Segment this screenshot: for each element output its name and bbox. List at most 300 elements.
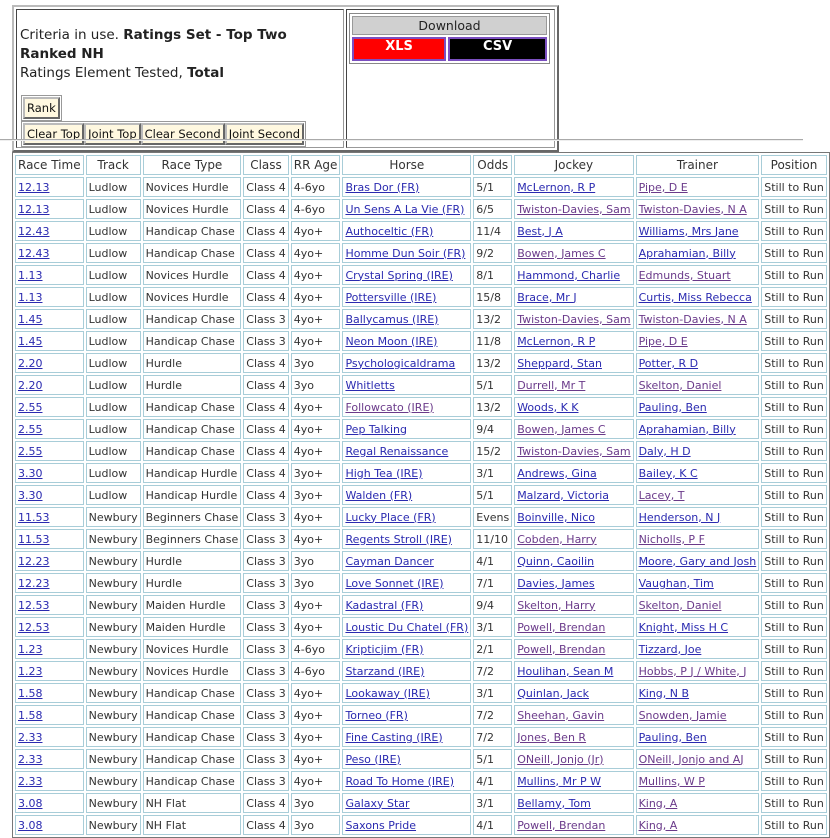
header-race-time: Race Time (15, 155, 84, 175)
race-time-link[interactable]: 3.08 (18, 818, 43, 832)
trainer-link[interactable]: Tizzard, Joe (638, 642, 702, 656)
cell-odds: 8/1 (473, 265, 512, 285)
cell-position: Still to Run (761, 177, 827, 197)
cell-race-type: Hurdle (143, 551, 242, 571)
cell-position: Still to Run (761, 287, 827, 307)
cell-trainer (636, 265, 760, 285)
cell-track: Ludlow (86, 463, 141, 483)
jockey-link[interactable]: Malzard, Victoria (517, 488, 610, 502)
table-row (15, 287, 827, 307)
race-time-link[interactable]: 3.08 (18, 796, 43, 810)
cell-class: Class 3 (243, 573, 288, 593)
race-time-link[interactable]: 12.43 (18, 246, 50, 260)
cell-race-type: Maiden Hurdle (143, 617, 242, 637)
cell-trainer (636, 221, 760, 241)
cell-position: Still to Run (761, 749, 827, 769)
jockey-link[interactable]: ONeill, Jonjo (Jr) (517, 752, 604, 766)
cell-track: Newbury (86, 617, 141, 637)
cell-odds: 15/2 (473, 441, 512, 461)
cell-race-type: Hurdle (143, 573, 242, 593)
cell-horse (342, 573, 471, 593)
trainer-link[interactable]: Skelton, Daniel (638, 598, 722, 612)
jockey-link[interactable]: Durrell, Mr T (517, 378, 586, 392)
cell-odds: 4/1 (473, 815, 512, 835)
cell-race-type: Maiden Hurdle (143, 595, 242, 615)
cell-position: Still to Run (761, 815, 827, 835)
trainer-link[interactable]: Snowden, Jamie (638, 708, 727, 722)
cell-trainer (636, 617, 760, 637)
trainer-link[interactable]: Twiston-Davies, N A (638, 312, 747, 326)
race-time-link[interactable]: 2.33 (18, 752, 43, 766)
race-time-link[interactable]: 1.58 (18, 686, 43, 700)
horse-link[interactable]: Torneo (FR) (345, 708, 408, 722)
table-row (15, 177, 827, 197)
table-row (15, 573, 827, 593)
cell-jockey (514, 573, 633, 593)
jockey-link[interactable]: Bowen, James C (517, 422, 606, 436)
cell-track: Newbury (86, 595, 141, 615)
cell-race-time (15, 375, 84, 395)
jockey-link[interactable]: Woods, K K (517, 400, 579, 414)
cell-class: Class 3 (243, 661, 288, 681)
cell-horse (342, 199, 471, 219)
cell-horse (342, 661, 471, 681)
table-row (15, 617, 827, 637)
cell-trainer (636, 771, 760, 791)
cell-horse (342, 309, 471, 329)
jockey-link[interactable]: Quinn, Caoilin (517, 554, 595, 568)
cell-odds: 7/2 (473, 661, 512, 681)
cell-position: Still to Run (761, 771, 827, 791)
cell-race-type: Novices Hurdle (143, 661, 242, 681)
cell-position: Still to Run (761, 529, 827, 549)
cell-race-type: Novices Hurdle (143, 287, 242, 307)
race-time-link[interactable]: 2.20 (18, 378, 43, 392)
horse-link[interactable]: Regal Renaissance (345, 444, 449, 458)
cell-horse (342, 397, 471, 417)
cell-jockey (514, 419, 633, 439)
jockey-link[interactable]: Twiston-Davies, Sam (517, 202, 631, 216)
header-odds: Odds (473, 155, 512, 175)
clear-top-button[interactable]: Clear Top (23, 123, 84, 145)
joint-top-button[interactable]: Joint Top (84, 123, 140, 145)
table-row (15, 507, 827, 527)
cell-rr-age: 4yo+ (291, 331, 341, 351)
race-time-link[interactable]: 12.13 (18, 202, 50, 216)
cell-position: Still to Run (761, 441, 827, 461)
cell-trainer (636, 353, 760, 373)
jockey-link[interactable]: Cobden, Harry (517, 532, 597, 546)
jockey-link[interactable]: Sheppard, Stan (517, 356, 602, 370)
cell-class: Class 3 (243, 727, 288, 747)
race-time-link[interactable]: 2.20 (18, 356, 43, 370)
cell-race-time (15, 683, 84, 703)
cell-odds: 13/2 (473, 397, 512, 417)
race-time-link[interactable]: 2.55 (18, 422, 43, 436)
cell-track: Ludlow (86, 309, 141, 329)
header-horse: Horse (342, 155, 471, 175)
cell-race-type: Handicap Chase (143, 705, 242, 725)
cell-trainer (636, 727, 760, 747)
clear-second-button[interactable]: Clear Second (141, 123, 225, 145)
cell-odds: 9/4 (473, 419, 512, 439)
cell-class: Class 4 (243, 375, 288, 395)
trainer-link[interactable]: Daly, H D (638, 444, 691, 458)
cell-trainer (636, 595, 760, 615)
trainer-link[interactable]: Henderson, N J (638, 510, 721, 524)
cell-rr-age: 4yo+ (291, 727, 341, 747)
cell-horse (342, 507, 471, 527)
ratings-set: Ratings Set - Top Two Ranked NH (20, 27, 287, 62)
cell-race-time (15, 749, 84, 769)
cell-trainer (636, 419, 760, 439)
cell-class: Class 4 (243, 199, 288, 219)
trainer-link[interactable]: Mullins, W P (638, 774, 705, 788)
horse-link[interactable]: Un Sens A La Vie (FR) (345, 202, 465, 216)
cell-jockey (514, 243, 633, 263)
cell-track: Newbury (86, 507, 141, 527)
cell-position: Still to Run (761, 199, 827, 219)
cell-class: Class 4 (243, 243, 288, 263)
cell-jockey (514, 551, 633, 571)
trainer-link[interactable]: Nicholls, P F (638, 532, 705, 546)
horse-link[interactable]: Homme Dun Soir (FR) (345, 246, 466, 260)
cell-horse (342, 265, 471, 285)
cell-rr-age: 4yo+ (291, 507, 341, 527)
horse-link[interactable]: Road To Home (IRE) (345, 774, 455, 788)
trainer-link[interactable]: Pauling, Ben (638, 730, 707, 744)
cell-horse (342, 485, 471, 505)
trainer-link[interactable]: Aprahamian, Billy (638, 246, 736, 260)
trainer-link[interactable]: King, A (638, 796, 678, 810)
cell-track: Ludlow (86, 221, 141, 241)
cell-race-time (15, 485, 84, 505)
race-time-link[interactable]: 2.55 (18, 444, 43, 458)
horse-link[interactable]: Pottersville (IRE) (345, 290, 437, 304)
table-row (15, 749, 827, 769)
race-time-link[interactable]: 11.53 (18, 532, 50, 546)
cell-odds: 7/1 (473, 573, 512, 593)
trainer-link[interactable]: Pipe, D E (638, 334, 688, 348)
horse-link[interactable]: Pep Talking (345, 422, 408, 436)
cell-class: Class 3 (243, 771, 288, 791)
cell-class: Class 3 (243, 617, 288, 637)
horse-link[interactable]: Lucky Place (FR) (345, 510, 436, 524)
jockey-link[interactable]: Quinlan, Jack (517, 686, 590, 700)
cell-class: Class 3 (243, 683, 288, 703)
cell-race-type: NH Flat (143, 793, 242, 813)
table-header (15, 155, 827, 175)
cell-race-type: Handicap Chase (143, 419, 242, 439)
cell-jockey (514, 463, 633, 483)
race-time-link[interactable]: 1.23 (18, 664, 43, 678)
horse-link[interactable]: Peso (IRE) (345, 752, 401, 766)
cell-track: Newbury (86, 683, 141, 703)
cell-track: Newbury (86, 529, 141, 549)
cell-rr-age: 4yo+ (291, 287, 341, 307)
table-row (15, 771, 827, 791)
race-time-link[interactable]: 12.13 (18, 180, 50, 194)
horse-link[interactable]: Followcato (IRE) (345, 400, 434, 414)
cell-trainer (636, 507, 760, 527)
cell-race-type: Novices Hurdle (143, 265, 242, 285)
cell-position: Still to Run (761, 639, 827, 659)
trainer-link[interactable]: Williams, Mrs Jane (638, 224, 739, 238)
horse-link[interactable]: Walden (FR) (345, 488, 413, 502)
cell-odds: 4/1 (473, 771, 512, 791)
cell-race-time (15, 507, 84, 527)
cell-horse (342, 441, 471, 461)
race-time-link[interactable]: 11.53 (18, 510, 50, 524)
cell-jockey (514, 199, 633, 219)
jockey-link[interactable]: Sheehan, Gavin (517, 708, 605, 722)
trainer-link[interactable]: Bailey, K C (638, 466, 698, 480)
joint-second-button[interactable]: Joint Second (225, 123, 304, 145)
cell-trainer (636, 793, 760, 813)
criteria-cell (16, 9, 344, 148)
horse-link[interactable]: Neon Moon (IRE) (345, 334, 438, 348)
jockey-link[interactable]: Boinville, Nico (517, 510, 595, 524)
cell-odds: 3/1 (473, 683, 512, 703)
trainer-link[interactable]: Pauling, Ben (638, 400, 707, 414)
cell-track: Newbury (86, 815, 141, 835)
table-row (15, 793, 827, 813)
cell-rr-age: 4yo+ (291, 419, 341, 439)
trainer-link[interactable]: Potter, R D (638, 356, 699, 370)
horse-link[interactable]: Love Sonnet (IRE) (345, 576, 444, 590)
xls-download-button[interactable]: XLS (352, 37, 446, 61)
jockey-link[interactable]: Bellamy, Tom (517, 796, 591, 810)
jockey-link[interactable]: Houlihan, Sean M (517, 664, 614, 678)
horse-link[interactable]: Bras Dor (FR) (345, 180, 420, 194)
cell-class: Class 4 (243, 353, 288, 373)
header-jockey: Jockey (514, 155, 633, 175)
cell-rr-age: 4yo+ (291, 397, 341, 417)
cell-jockey (514, 441, 633, 461)
jockey-link[interactable]: Best, J A (517, 224, 563, 238)
jockey-link[interactable]: Hammond, Charlie (517, 268, 621, 282)
cell-track: Newbury (86, 661, 141, 681)
jockey-link[interactable]: Mullins, Mr P W (517, 774, 602, 788)
cell-race-time (15, 595, 84, 615)
cell-race-type: Handicap Chase (143, 683, 242, 703)
cell-track: Ludlow (86, 397, 141, 417)
jockey-link[interactable]: Andrews, Gina (517, 466, 597, 480)
trainer-link[interactable]: King, N B (638, 686, 690, 700)
cell-horse (342, 639, 471, 659)
horse-link[interactable]: Whitletts (345, 378, 395, 392)
trainer-link[interactable]: Hobbs, P J / White, J (638, 664, 747, 678)
jockey-link[interactable]: Powell, Brendan (517, 642, 606, 656)
cell-jockey (514, 595, 633, 615)
cell-jockey (514, 727, 633, 747)
cell-jockey (514, 485, 633, 505)
cell-horse (342, 221, 471, 241)
cell-rr-age: 4yo+ (291, 749, 341, 769)
cell-race-type: Beginners Chase (143, 507, 242, 527)
cell-odds: Evens (473, 507, 512, 527)
race-time-link[interactable]: 2.33 (18, 730, 43, 744)
cell-odds: 13/2 (473, 309, 512, 329)
cell-odds: 5/1 (473, 177, 512, 197)
horse-link[interactable]: Lookaway (IRE) (345, 686, 430, 700)
cell-horse (342, 683, 471, 703)
trainer-link[interactable]: Skelton, Daniel (638, 378, 722, 392)
jockey-link[interactable]: McLernon, R P (517, 180, 596, 194)
jockey-link[interactable]: Twiston-Davies, Sam (517, 312, 631, 326)
race-time-link[interactable]: 12.23 (18, 554, 50, 568)
cell-position: Still to Run (761, 265, 827, 285)
trainer-link[interactable]: Twiston-Davies, N A (638, 202, 747, 216)
trainer-link[interactable]: Curtis, Miss Rebecca (638, 290, 752, 304)
race-time-link[interactable]: 12.53 (18, 620, 50, 634)
cell-track: Newbury (86, 573, 141, 593)
cell-position: Still to Run (761, 617, 827, 637)
jockey-link[interactable]: Bowen, James C (517, 246, 606, 260)
cell-trainer (636, 177, 760, 197)
cell-position: Still to Run (761, 573, 827, 593)
cell-race-time (15, 177, 84, 197)
jockey-link[interactable]: Jones, Ben R (517, 730, 587, 744)
cell-odds: 3/1 (473, 617, 512, 637)
cell-jockey (514, 265, 633, 285)
cell-race-type: Handicap Chase (143, 727, 242, 747)
horse-link[interactable]: Regents Stroll (IRE) (345, 532, 452, 546)
cell-track: Ludlow (86, 441, 141, 461)
race-time-link[interactable]: 3.30 (18, 466, 43, 480)
cell-race-time (15, 463, 84, 483)
cell-race-type: Handicap Chase (143, 771, 242, 791)
race-time-link[interactable]: 1.45 (18, 334, 43, 348)
cell-race-time (15, 727, 84, 747)
trainer-link[interactable]: Lacey, T (638, 488, 685, 502)
cell-track: Ludlow (86, 199, 141, 219)
table-row (15, 309, 827, 329)
trainer-link[interactable]: Knight, Miss H C (638, 620, 729, 634)
header-race-type: Race Type (143, 155, 242, 175)
cell-race-type: Handicap Chase (143, 441, 242, 461)
jockey-link[interactable]: Brace, Mr J (517, 290, 577, 304)
cell-race-type: Hurdle (143, 375, 242, 395)
race-time-link[interactable]: 1.45 (18, 312, 43, 326)
cell-track: Newbury (86, 793, 141, 813)
race-time-link[interactable]: 1.13 (18, 268, 43, 282)
cell-position: Still to Run (761, 507, 827, 527)
trainer-link[interactable]: Vaughan, Tim (638, 576, 714, 590)
cell-class: Class 3 (243, 639, 288, 659)
jockey-link[interactable]: Skelton, Harry (517, 598, 596, 612)
csv-download-button[interactable]: CSV (448, 37, 547, 61)
trainer-link[interactable]: Moore, Gary and Josh (638, 554, 757, 568)
jockey-link[interactable]: Powell, Brendan (517, 620, 606, 634)
cell-race-time (15, 243, 84, 263)
cell-rr-age: 4yo+ (291, 309, 341, 329)
horse-link[interactable]: High Tea (IRE) (345, 466, 423, 480)
cell-position: Still to Run (761, 375, 827, 395)
trainer-link[interactable]: Pipe, D E (638, 180, 688, 194)
cell-race-type: Handicap Chase (143, 397, 242, 417)
cell-race-type: Hurdle (143, 353, 242, 373)
jockey-link[interactable]: Twiston-Davies, Sam (517, 444, 631, 458)
rank-filter-buttons (21, 121, 306, 147)
race-time-link[interactable]: 1.13 (18, 290, 43, 304)
horse-link[interactable]: Authoceltic (FR) (345, 224, 434, 238)
cell-race-type: Handicap Chase (143, 309, 242, 329)
race-time-link[interactable]: 12.43 (18, 224, 50, 238)
race-time-link[interactable]: 2.33 (18, 774, 43, 788)
cell-class: Class 4 (243, 815, 288, 835)
jockey-link[interactable]: Powell, Brendan (517, 818, 606, 832)
race-time-link[interactable]: 12.53 (18, 598, 50, 612)
horse-link[interactable]: Starzand (IRE) (345, 664, 425, 678)
cell-jockey (514, 331, 633, 351)
race-time-link[interactable]: 1.58 (18, 708, 43, 722)
cell-race-time (15, 397, 84, 417)
horse-link[interactable]: Galaxy Star (345, 796, 410, 810)
cell-class: Class 4 (243, 221, 288, 241)
cell-race-time (15, 419, 84, 439)
table-row (15, 463, 827, 483)
cell-trainer (636, 375, 760, 395)
cell-track: Newbury (86, 639, 141, 659)
race-time-link[interactable]: 2.55 (18, 400, 43, 414)
cell-odds: 13/2 (473, 353, 512, 373)
horse-link[interactable]: Loustic Du Chatel (FR) (345, 620, 469, 634)
cell-rr-age: 4-6yo (291, 177, 341, 197)
trainer-link[interactable]: Edmunds, Stuart (638, 268, 731, 282)
table-row (15, 661, 827, 681)
cell-class: Class 4 (243, 793, 288, 813)
cell-horse (342, 287, 471, 307)
cell-rr-age: 4-6yo (291, 199, 341, 219)
trainer-link[interactable]: ONeill, Jonjo and AJ (638, 752, 744, 766)
cell-trainer (636, 199, 760, 219)
horse-link[interactable]: Psychologicaldrama (345, 356, 456, 370)
cell-trainer (636, 661, 760, 681)
cell-odds: 3/1 (473, 463, 512, 483)
rank-button[interactable]: Rank (23, 97, 60, 119)
trainer-link[interactable]: Aprahamian, Billy (638, 422, 736, 436)
horse-link[interactable]: Kadastral (FR) (345, 598, 424, 612)
cell-track: Newbury (86, 727, 141, 747)
table-row (15, 331, 827, 351)
cell-position: Still to Run (761, 331, 827, 351)
race-time-link[interactable]: 3.30 (18, 488, 43, 502)
cell-trainer (636, 683, 760, 703)
cell-class: Class 4 (243, 485, 288, 505)
race-time-link[interactable]: 1.23 (18, 642, 43, 656)
race-table (12, 152, 830, 838)
table-row (15, 265, 827, 285)
horse-link[interactable]: Kripticjim (FR) (345, 642, 424, 656)
horse-link[interactable]: Saxons Pride (345, 818, 417, 832)
cell-race-time (15, 265, 84, 285)
horse-link[interactable]: Fine Casting (IRE) (345, 730, 443, 744)
cell-horse (342, 617, 471, 637)
cell-position: Still to Run (761, 683, 827, 703)
cell-class: Class 3 (243, 749, 288, 769)
cell-track: Ludlow (86, 419, 141, 439)
criteria-panel (12, 5, 559, 152)
horse-link[interactable]: Ballycamus (IRE) (345, 312, 439, 326)
horse-link[interactable]: Cayman Dancer (345, 554, 434, 568)
horse-link[interactable]: Crystal Spring (IRE) (345, 268, 453, 282)
trainer-link[interactable]: King, A (638, 818, 678, 832)
race-time-link[interactable]: 12.23 (18, 576, 50, 590)
jockey-link[interactable]: Davies, James (517, 576, 595, 590)
jockey-link[interactable]: McLernon, R P (517, 334, 596, 348)
cell-odds: 9/4 (473, 595, 512, 615)
